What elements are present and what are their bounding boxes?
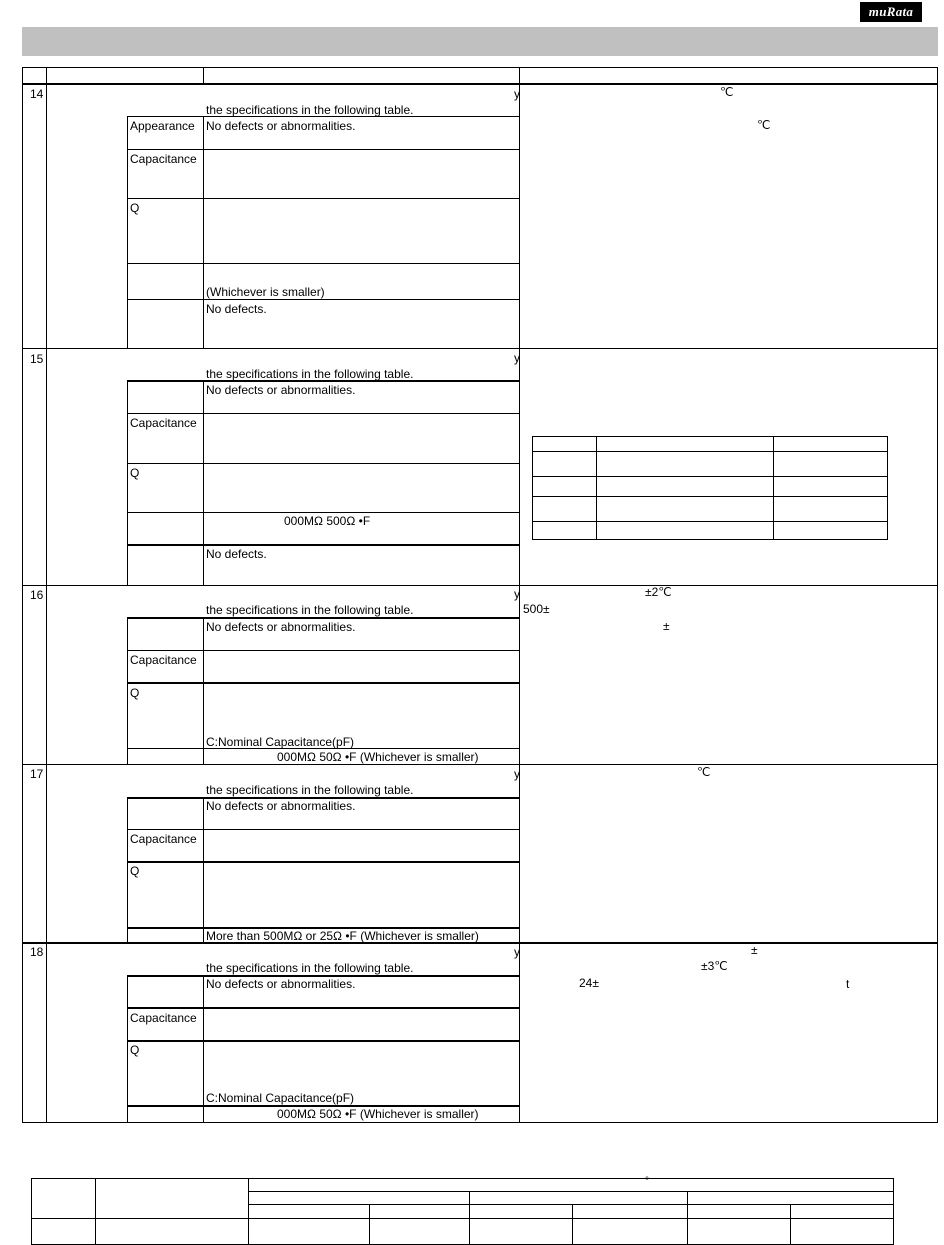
y-mark: y [514,945,520,959]
bottom-col [95,1178,96,1245]
header-divider [22,83,938,85]
sub-col-line [127,797,128,943]
sub-row-line [127,861,519,863]
method-text: 500± [523,602,550,616]
item-value: 000MΩ 50Ω •F (Whichever is smaller) [277,1107,479,1121]
title-banner [22,27,938,56]
subtable-row [532,521,888,522]
item-label: Q [130,686,140,700]
item-label: Capacitance [130,152,197,166]
bottom-col [369,1204,370,1245]
sub-col-line [203,116,204,348]
sub-row-line [127,544,519,546]
method-text: t [846,977,850,991]
method-text: 24± [579,976,599,990]
sub-row-line [127,198,519,199]
sub-row-line [127,829,519,830]
item-value: C:Nominal Capacitance(pF) [206,735,355,749]
item-value: No defects or abnormalities. [206,620,356,634]
row-no: 15 [30,352,44,366]
sub-row-line [127,512,519,513]
row-no: 16 [30,588,44,602]
y-mark: y [514,587,520,601]
sub-row-line [127,1040,519,1042]
item-value: No defects. [206,302,267,316]
method-text: ±2℃ [645,585,672,599]
sub-row-line [127,1007,519,1009]
spec-intro: the specifications in the following table. [206,603,414,617]
sub-row-line [127,116,519,117]
row-no: 18 [30,945,44,959]
spec-intro: the specifications in the following table. [206,783,414,797]
item-value: C:Nominal Capacitance(pF) [206,1091,355,1105]
item-value: No defects. [206,547,267,561]
spec-intro: the specifications in the following table. [206,367,414,381]
bottom-row [31,1218,894,1219]
item-label: Capacitance [130,416,197,430]
item-value: More than 500MΩ or 25Ω •F (Whichever is smaller) [206,929,479,943]
murata-logo: muRata [860,2,922,22]
sub-col-line [127,380,128,585]
bottom-col [790,1204,791,1245]
bottom-table-outline [31,1178,894,1245]
sub-row-line [127,263,519,264]
sub-row-line [127,650,519,651]
subtable-row [532,451,888,452]
sub-col-line [127,975,128,1123]
sub-col-line [203,975,204,1123]
table-outline [22,67,938,1123]
bottom-row [248,1204,894,1205]
row-no: 14 [30,87,44,101]
method-text: ℃ [720,85,734,99]
method-text: ±3℃ [701,959,728,973]
method-text: ℃ [757,118,771,132]
row-no: 17 [30,767,44,781]
row-sep-16 [22,585,938,586]
item-label: Capacitance [130,1011,197,1025]
sub-row-line [127,413,519,414]
row-sep-17 [22,764,938,765]
bottom-col [469,1191,470,1245]
spec-intro: the specifications in the following table. [206,103,414,117]
bottom-col [687,1191,688,1245]
item-label: Q [130,201,140,215]
item-label: Capacitance [130,653,197,667]
sub-row-line [127,149,519,150]
item-label: Appearance [130,119,195,133]
item-value: 000MΩ 500Ω •F [284,514,371,528]
col-line-no [46,67,47,1123]
sub-row-line [127,299,519,300]
sub-row-line [127,463,519,464]
sub-col-line [203,617,204,764]
item-value: No defects or abnormalities. [206,119,356,133]
sub-col-line [203,380,204,585]
row-sep-18 [22,942,938,944]
sub-col-line [127,617,128,764]
y-mark: y [514,87,520,101]
bottom-col [572,1204,573,1245]
method-text: ± [663,619,670,633]
y-mark: y [514,767,520,781]
bottom-col [248,1178,249,1245]
sub-row-line [127,617,519,619]
subtable-row [532,476,888,477]
sub-col-line [127,116,128,348]
item-value: No defects or abnormalities. [206,977,356,991]
sub-row-line [127,682,519,684]
spec-intro: the specifications in the following table. [206,961,414,975]
item-label: Q [130,864,140,878]
item-value: No defects or abnormalities. [206,799,356,813]
item-label: Q [130,1043,140,1057]
sub-col-line [203,797,204,943]
row-sep-15 [22,348,938,349]
bottom-row [248,1191,894,1192]
y-mark: y [514,351,520,365]
item-label: Q [130,466,140,480]
item-value: 000MΩ 50Ω •F (Whichever is smaller) [277,750,479,764]
item-value: (Whichever is smaller) [206,285,325,299]
method-text: ± [751,943,758,957]
item-value: No defects or abnormalities. [206,383,356,397]
sub-row-line [127,380,519,382]
item-label: Capacitance [130,832,197,846]
degree-mark: ° [645,1176,649,1187]
col-line-item-header [203,67,204,84]
subtable-row [532,496,888,497]
method-text: ℃ [697,765,711,779]
